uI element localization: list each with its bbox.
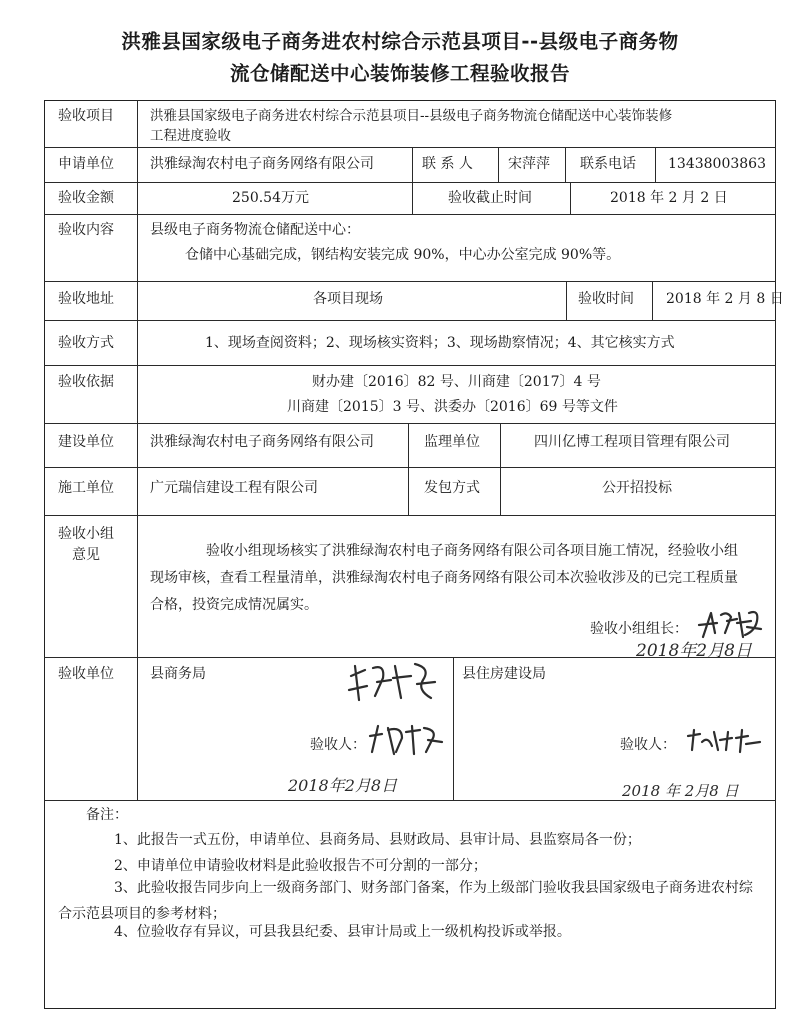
note-item-4: 4、位验收存有异议，可县我县纪委、县审计局或上一级机构投诉或举报。 <box>114 924 571 940</box>
leader-date: 2018年2月8日 <box>636 641 752 661</box>
row-divider <box>44 320 776 321</box>
col-divider <box>652 281 653 320</box>
contact-label: 联 系 人 <box>422 156 473 172</box>
left-date: 2018年2月8日 <box>288 776 398 795</box>
report-title-line2: 流仓储配送中心装饰装修工程验收报告 <box>229 62 570 85</box>
col-divider <box>500 423 501 515</box>
supervisor-label: 监理单位 <box>424 434 480 450</box>
builder-label: 建设单位 <box>58 434 114 450</box>
contact-value: 宋萍萍 <box>508 156 550 172</box>
contract-label: 发包方式 <box>424 480 480 496</box>
row-divider <box>44 214 776 215</box>
phone-value: 13438003863 <box>668 156 766 172</box>
right-acceptor-label: 验收人： <box>620 737 676 753</box>
project-value-line2: 工程进度验收 <box>150 128 231 144</box>
construction-label: 施工单位 <box>58 480 114 496</box>
project-label: 验收项目 <box>58 108 114 124</box>
phone-label: 联系电话 <box>580 156 636 172</box>
applicant-value: 洪雅绿淘农村电子商务网络有限公司 <box>150 156 374 172</box>
col-divider <box>137 100 138 800</box>
col-divider <box>408 423 409 515</box>
opinion-label-line1: 验收小组 <box>58 526 114 542</box>
supervisor-value: 四川亿博工程项目管理有限公司 <box>534 434 730 450</box>
row-divider <box>44 423 776 424</box>
units-label: 验收单位 <box>58 666 114 682</box>
time-label: 验收时间 <box>578 291 634 307</box>
contract-value: 公开招投标 <box>602 480 672 496</box>
right-acceptor-signature <box>684 726 764 754</box>
leader-signature <box>697 607 765 641</box>
col-divider <box>655 147 656 182</box>
row-divider <box>44 365 776 366</box>
leader-label: 验收小组组长： <box>590 621 688 637</box>
note-item-1: 1、此报告一式五份，申请单位、县商务局、县财政局、县审计局、县监察局各一份； <box>114 832 641 848</box>
col-divider <box>570 182 571 214</box>
builder-value: 洪雅绿淘农村电子商务网络有限公司 <box>150 434 374 450</box>
left-acceptor-label: 验收人： <box>310 737 366 753</box>
row-divider <box>44 515 776 516</box>
col-divider <box>498 147 499 182</box>
note-item-2: 2、申请单位申请验收材料是此验收报告不可分割的一部分； <box>114 858 487 874</box>
report-title-line1: 洪雅县国家级电子商务进农村综合示范县项目--县级电子商务物 <box>121 30 679 53</box>
basis-label: 验收依据 <box>58 374 114 390</box>
deadline-value: 2018 年 2 月 2 日 <box>610 190 728 206</box>
amount-label: 验收金额 <box>58 190 114 206</box>
deadline-label: 验收截止时间 <box>448 190 532 206</box>
address-label: 验收地址 <box>58 291 114 307</box>
col-divider <box>412 147 413 214</box>
row-divider <box>44 281 776 282</box>
applicant-label: 申请单位 <box>58 156 114 172</box>
left-unit-name: 县商务局 <box>150 666 206 682</box>
row-divider <box>44 467 776 468</box>
col-divider <box>565 147 566 182</box>
construction-value: 广元瑞信建设工程有限公司 <box>150 480 318 496</box>
content-label: 验收内容 <box>58 222 114 238</box>
col-divider <box>566 281 567 320</box>
method-label: 验收方式 <box>58 335 114 351</box>
amount-value: 250.54万元 <box>232 190 309 206</box>
right-unit-name: 县住房建设局 <box>462 666 546 682</box>
opinion-text: 验收小组现场核实了洪雅绿淘农村电子商务网络有限公司各项目施工情况，经验收小组现场审核，查看工程量清单，洪雅绿淘农村电子商务网络有限公司本次验收涉及的已完工程质量合格，投资完成情况属实。 <box>150 543 738 613</box>
col-divider <box>453 657 454 800</box>
basis-line1: 财办建〔2016〕82 号、川商建〔2017〕4 号 <box>312 374 601 390</box>
row-divider <box>44 147 776 148</box>
notes-heading: 备注： <box>86 807 128 823</box>
opinion-label-line2: 意见 <box>72 547 100 563</box>
basis-line2: 川商建〔2015〕3 号、洪委办〔2016〕69 号等文件 <box>287 399 618 415</box>
left-acceptor-signature <box>368 722 446 758</box>
content-line2: 仓储中心基础完成，钢结构安装完成 90%，中心办公室完成 90%等。 <box>185 247 621 263</box>
row-divider <box>44 182 776 183</box>
method-value: 1、现场查阅资料；2、现场核实资料；3、现场勘察情况；4、其它核实方式 <box>205 335 675 351</box>
right-date: 2018 年 2月8 日 <box>622 782 739 800</box>
address-value: 各项目现场 <box>313 291 383 307</box>
unit-seal-signature <box>345 660 440 704</box>
note-item-3: 3、此验收报告同步向上一级商务部门、财务部门备案，作为上级部门验收我县国家级电子商务进农村综合示范县项目的参考材料； <box>58 880 753 922</box>
content-line1: 县级电子商务物流仓储配送中心： <box>150 222 360 238</box>
project-value-line1: 洪雅县国家级电子商务进农村综合示范县项目--县级电子商务物流仓储配送中心装饰装修 <box>150 108 673 124</box>
time-value: 2018 年 2 月 8 日 <box>666 291 784 307</box>
